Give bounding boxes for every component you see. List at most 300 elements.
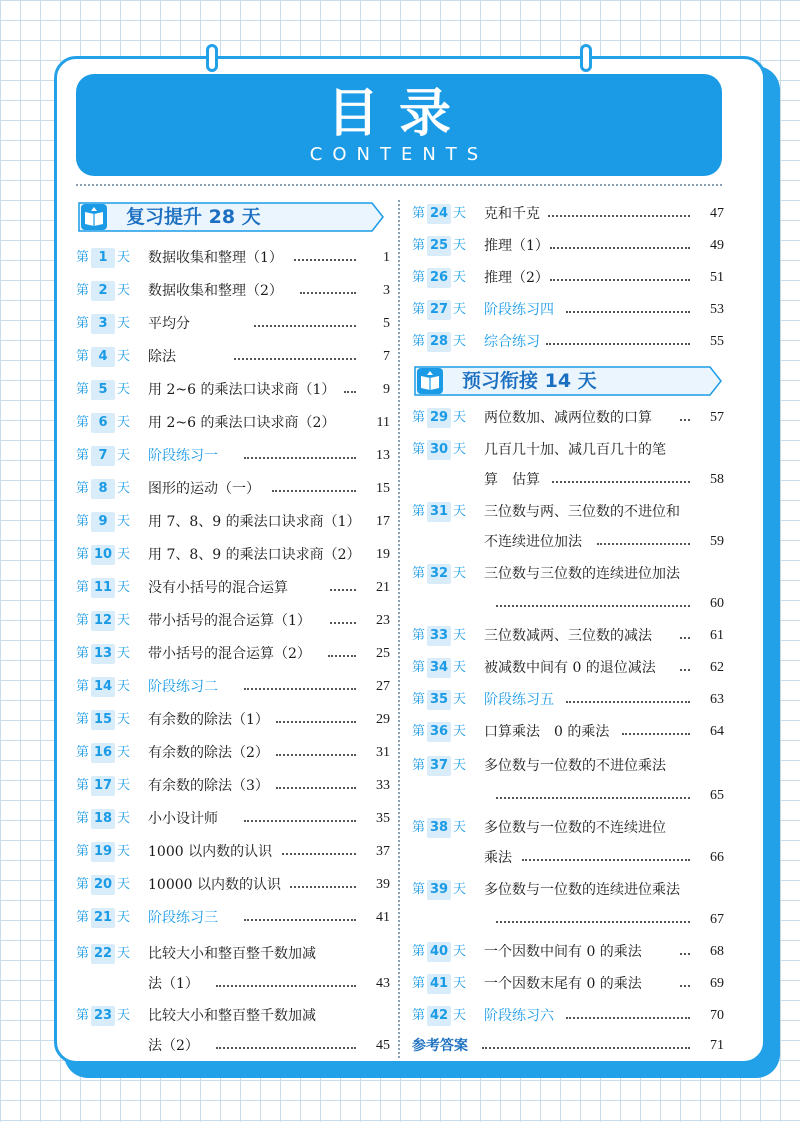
page-number: 5 — [383, 316, 390, 331]
day-label — [412, 756, 474, 776]
leader-dots — [276, 710, 356, 730]
day-label — [412, 332, 474, 352]
day-prefix: 第 — [76, 877, 90, 892]
day-number: 12 — [91, 611, 115, 631]
header-divider — [76, 184, 722, 186]
day-prefix: 第 — [76, 946, 90, 961]
section-header — [78, 202, 384, 232]
leader-dots — [328, 644, 356, 664]
day-number: 8 — [91, 479, 115, 499]
toc-entry[interactable] — [76, 743, 390, 763]
entry-title: 小小设计师 — [148, 811, 218, 827]
page-number: 43 — [376, 976, 390, 991]
day-number: 6 — [91, 413, 115, 433]
toc-entry[interactable] — [412, 818, 724, 868]
toc-entry[interactable] — [76, 677, 390, 697]
day-number: 10 — [91, 545, 115, 565]
day-number: 33 — [427, 626, 451, 646]
day-prefix: 第 — [76, 382, 90, 397]
leader-dots — [546, 332, 690, 352]
toc-entry[interactable] — [76, 776, 390, 796]
entry-title-continued: 法（1） — [148, 976, 199, 992]
page-number: 64 — [710, 724, 724, 739]
toc-entry[interactable] — [76, 710, 390, 730]
page-number: 45 — [376, 1038, 390, 1053]
day-prefix: 第 — [76, 910, 90, 925]
day-prefix: 第 — [76, 415, 90, 430]
day-prefix: 第 — [412, 504, 426, 519]
day-suffix: 天 — [453, 628, 467, 643]
day-label — [412, 502, 474, 522]
toc-entry[interactable] — [412, 564, 724, 614]
entry-title: 推理（1） — [484, 238, 549, 254]
day-label — [76, 944, 138, 964]
day-label — [412, 658, 474, 678]
entry-title: 一个因数中间有 0 的乘法 — [484, 944, 642, 960]
day-prefix: 第 — [412, 206, 426, 221]
leader-dots — [300, 281, 356, 301]
leader-dots — [566, 1006, 690, 1026]
day-label — [76, 644, 138, 664]
entry-title: 没有小括号的混合运算 — [148, 580, 288, 596]
day-suffix: 天 — [117, 946, 131, 961]
day-prefix: 第 — [76, 745, 90, 760]
day-number: 36 — [427, 722, 451, 742]
toc-entry[interactable] — [412, 942, 724, 962]
page-number: 70 — [710, 1008, 724, 1023]
leader-dots — [330, 578, 356, 598]
leader-dots — [290, 875, 356, 895]
day-label — [76, 611, 138, 631]
day-label — [76, 380, 138, 400]
toc-entry[interactable] — [412, 690, 724, 710]
entry-title: 口算乘法 0 的乘法 — [484, 724, 610, 740]
page-number: 35 — [376, 811, 390, 826]
page-number: 59 — [710, 534, 724, 549]
day-label — [412, 974, 474, 994]
page-number: 67 — [710, 912, 724, 927]
toc-entry[interactable] — [412, 408, 724, 428]
day-suffix: 天 — [117, 382, 131, 397]
day-number: 14 — [91, 677, 115, 697]
toc-entry[interactable] — [76, 545, 390, 565]
day-prefix: 第 — [412, 442, 426, 457]
day-label — [76, 347, 138, 367]
page-title: 目录 — [326, 84, 471, 144]
entry-title: 数据收集和整理（1） — [148, 250, 283, 266]
day-number: 32 — [427, 564, 451, 584]
day-suffix: 天 — [453, 238, 467, 253]
toc-entry[interactable] — [412, 756, 724, 806]
day-label — [412, 408, 474, 428]
entry-title: 两位数加、减两位数的口算 — [484, 410, 652, 426]
day-prefix: 第 — [76, 250, 90, 265]
leader-dots — [282, 842, 356, 862]
day-number: 24 — [427, 204, 451, 224]
day-number: 34 — [427, 658, 451, 678]
day-prefix: 第 — [412, 882, 426, 897]
leader-dots — [216, 974, 356, 994]
day-suffix: 天 — [453, 976, 467, 991]
day-label — [76, 1006, 138, 1026]
day-suffix: 天 — [453, 1008, 467, 1023]
entry-title: 三位数与两、三位数的不进位和 — [484, 504, 680, 520]
toc-entry[interactable] — [412, 658, 724, 678]
day-label — [412, 268, 474, 288]
leader-dots — [272, 479, 356, 499]
toc-entry[interactable] — [412, 204, 724, 224]
day-label — [76, 842, 138, 862]
day-label — [412, 300, 474, 320]
leader-dots — [680, 658, 690, 678]
page-number: 9 — [383, 382, 390, 397]
day-suffix: 天 — [117, 745, 131, 760]
day-prefix: 第 — [412, 692, 426, 707]
day-suffix: 天 — [117, 679, 131, 694]
day-suffix: 天 — [117, 283, 131, 298]
leader-dots — [244, 677, 356, 697]
entry-title: 阶段练习三 — [148, 910, 218, 926]
toc-entry[interactable] — [412, 300, 724, 320]
entry-title: 用 7、8、9 的乘法口诀求商（2） — [148, 547, 361, 563]
day-label — [76, 677, 138, 697]
day-suffix: 天 — [117, 316, 131, 331]
leader-dots — [566, 690, 690, 710]
day-label — [412, 818, 474, 838]
day-number: 38 — [427, 818, 451, 838]
day-prefix: 第 — [412, 976, 426, 991]
leader-dots — [254, 314, 356, 334]
entry-title: 用 2~6 的乘法口诀求商（2） — [148, 415, 336, 431]
entry-title: 用 7、8、9 的乘法口诀求商（1） — [148, 514, 361, 530]
toc-entry[interactable] — [76, 908, 390, 928]
leader-dots — [276, 743, 356, 763]
toc-entry[interactable] — [76, 875, 390, 895]
toc-entry[interactable] — [76, 314, 390, 334]
entry-title: 阶段练习二 — [148, 679, 218, 695]
toc-entry[interactable] — [76, 809, 390, 829]
day-number: 19 — [91, 842, 115, 862]
toc-entry[interactable] — [412, 332, 724, 352]
day-suffix: 天 — [117, 877, 131, 892]
day-suffix: 天 — [453, 882, 467, 897]
entry-title: 带小括号的混合运算（2） — [148, 646, 311, 662]
day-number: 30 — [427, 440, 451, 460]
page-number: 61 — [710, 628, 724, 643]
day-prefix: 第 — [76, 448, 90, 463]
page-number: 11 — [376, 415, 390, 430]
entry-title: 克和千克 — [484, 206, 540, 222]
page-number: 23 — [376, 613, 390, 628]
page-number: 37 — [376, 844, 390, 859]
leader-dots — [244, 908, 356, 928]
day-label — [76, 908, 138, 928]
day-suffix: 天 — [453, 566, 467, 581]
day-prefix: 第 — [76, 679, 90, 694]
page-number: 49 — [710, 238, 724, 253]
day-label — [76, 578, 138, 598]
page-number: 53 — [710, 302, 724, 317]
toc-entry[interactable] — [412, 1006, 724, 1026]
entry-title: 三位数减两、三位数的减法 — [484, 628, 652, 644]
entry-title: 阶段练习五 — [484, 692, 554, 708]
day-prefix: 第 — [76, 547, 90, 562]
day-suffix: 天 — [117, 349, 131, 364]
day-number: 25 — [427, 236, 451, 256]
day-prefix: 第 — [76, 712, 90, 727]
page-number: 62 — [710, 660, 724, 675]
day-prefix: 第 — [412, 566, 426, 581]
day-number: 2 — [91, 281, 115, 301]
toc-entry[interactable] — [76, 1006, 390, 1056]
toc-entry[interactable] — [76, 380, 390, 400]
day-suffix: 天 — [117, 547, 131, 562]
entry-title: 多位数与一位数的不连续进位 — [484, 820, 666, 836]
page-number: 17 — [376, 514, 390, 529]
day-number: 7 — [91, 446, 115, 466]
toc-entry[interactable] — [76, 512, 390, 532]
entry-title-continued: 乘法 — [484, 850, 512, 866]
page-number: 57 — [710, 410, 724, 425]
day-prefix: 第 — [76, 481, 90, 496]
day-suffix: 天 — [117, 448, 131, 463]
entry-title: 比较大小和整百整千数加减 — [148, 946, 316, 962]
day-prefix: 第 — [412, 238, 426, 253]
entry-title: 阶段练习六 — [484, 1008, 554, 1024]
entry-title: 几百几十加、减几百几十的笔 — [484, 442, 666, 458]
day-label — [412, 440, 474, 460]
leader-dots — [522, 848, 690, 868]
page-number: 60 — [710, 596, 724, 611]
entry-title-continued: 算 估算 — [484, 472, 540, 488]
day-prefix: 第 — [76, 316, 90, 331]
toc-entry[interactable] — [76, 644, 390, 664]
page-number: 47 — [710, 206, 724, 221]
day-prefix: 第 — [76, 811, 90, 826]
day-prefix: 第 — [76, 778, 90, 793]
day-label — [76, 413, 138, 433]
toc-entry[interactable] — [76, 578, 390, 598]
day-prefix: 第 — [76, 1008, 90, 1023]
entry-title: 用 2~6 的乘法口诀求商（1） — [148, 382, 336, 398]
day-suffix: 天 — [453, 410, 467, 425]
entry-title-continued: 不连续进位加法 — [484, 534, 582, 550]
toc-entry[interactable] — [76, 281, 390, 301]
entry-title: 除法 — [148, 349, 176, 365]
leader-dots — [680, 626, 690, 646]
toc-entry[interactable] — [76, 347, 390, 367]
leader-dots — [550, 236, 690, 256]
day-number: 22 — [91, 944, 115, 964]
leader-dots — [344, 380, 356, 400]
day-suffix: 天 — [453, 692, 467, 707]
leader-dots — [680, 942, 690, 962]
day-number: 5 — [91, 380, 115, 400]
leader-dots — [244, 809, 356, 829]
day-suffix: 天 — [117, 580, 131, 595]
page-number: 66 — [710, 850, 724, 865]
entry-title: 三位数与三位数的连续进位加法 — [484, 566, 680, 582]
day-suffix: 天 — [117, 910, 131, 925]
day-number: 23 — [91, 1006, 115, 1026]
day-number: 21 — [91, 908, 115, 928]
page-number: 21 — [376, 580, 390, 595]
page-number: 27 — [376, 679, 390, 694]
page-number: 15 — [376, 481, 390, 496]
toc-entry[interactable] — [76, 842, 390, 862]
entry-title: 有余数的除法（3） — [148, 778, 269, 794]
day-prefix: 第 — [76, 844, 90, 859]
day-suffix: 天 — [117, 712, 131, 727]
day-label — [412, 564, 474, 584]
entry-title: 数据收集和整理（2） — [148, 283, 283, 299]
day-prefix: 第 — [412, 1008, 426, 1023]
reference-title: 参考答案 — [412, 1038, 468, 1054]
day-suffix: 天 — [453, 442, 467, 457]
day-number: 39 — [427, 880, 451, 900]
day-label — [76, 875, 138, 895]
book-icon — [80, 203, 108, 231]
day-number: 18 — [91, 809, 115, 829]
day-label — [76, 314, 138, 334]
day-number: 17 — [91, 776, 115, 796]
day-suffix: 天 — [453, 270, 467, 285]
page-number: 13 — [376, 448, 390, 463]
toc-entry[interactable] — [76, 446, 390, 466]
day-label — [412, 236, 474, 256]
day-prefix: 第 — [412, 820, 426, 835]
day-label — [412, 690, 474, 710]
entry-title: 多位数与一位数的连续进位乘法 — [484, 882, 680, 898]
entry-title: 图形的运动（一） — [148, 481, 260, 497]
toc-entry[interactable] — [412, 268, 724, 288]
day-label — [412, 880, 474, 900]
page-number: 7 — [383, 349, 390, 364]
day-prefix: 第 — [412, 410, 426, 425]
day-number: 16 — [91, 743, 115, 763]
day-suffix: 天 — [453, 334, 467, 349]
leader-dots — [566, 300, 690, 320]
day-suffix: 天 — [117, 415, 131, 430]
day-prefix: 第 — [76, 349, 90, 364]
toc-entry[interactable] — [76, 248, 390, 268]
day-prefix: 第 — [412, 270, 426, 285]
entry-title: 带小括号的混合运算（1） — [148, 613, 311, 629]
day-suffix: 天 — [453, 758, 467, 773]
day-number: 41 — [427, 974, 451, 994]
day-number: 40 — [427, 942, 451, 962]
entry-title: 1000 以内数的认识 — [148, 844, 273, 860]
leader-dots — [550, 268, 690, 288]
day-label — [76, 776, 138, 796]
day-suffix: 天 — [453, 724, 467, 739]
day-number: 27 — [427, 300, 451, 320]
entry-title: 被减数中间有 0 的退位减法 — [484, 660, 656, 676]
binder-ring-left — [206, 44, 218, 72]
day-suffix: 天 — [117, 811, 131, 826]
toc-entry[interactable] — [412, 722, 724, 742]
day-label — [76, 248, 138, 268]
page-subtitle: CONTENTS — [309, 144, 489, 165]
entry-title: 综合练习 — [484, 334, 540, 350]
toc-entry[interactable] — [76, 944, 390, 994]
leader-dots — [330, 611, 356, 631]
reference-entry[interactable] — [412, 1036, 724, 1056]
day-suffix: 天 — [453, 504, 467, 519]
entry-title-continued: 法（2） — [148, 1038, 199, 1054]
leader-dots — [496, 786, 690, 806]
day-number: 3 — [91, 314, 115, 334]
day-label — [76, 281, 138, 301]
toc-entry[interactable] — [76, 479, 390, 499]
day-number: 35 — [427, 690, 451, 710]
leader-dots — [234, 347, 356, 367]
page-number: 71 — [710, 1038, 724, 1053]
day-suffix: 天 — [117, 514, 131, 529]
day-suffix: 天 — [117, 844, 131, 859]
page-number: 55 — [710, 334, 724, 349]
day-label — [76, 545, 138, 565]
day-label — [76, 710, 138, 730]
day-suffix: 天 — [453, 660, 467, 675]
page-number: 25 — [376, 646, 390, 661]
day-label — [412, 1006, 474, 1026]
day-label — [76, 479, 138, 499]
day-label — [76, 512, 138, 532]
page-number: 63 — [710, 692, 724, 707]
leader-dots — [548, 204, 690, 224]
day-label — [76, 446, 138, 466]
toc-entry[interactable] — [412, 440, 724, 490]
page-number: 19 — [376, 547, 390, 562]
day-label — [412, 722, 474, 742]
leader-dots — [552, 470, 690, 490]
day-number: 20 — [91, 875, 115, 895]
entry-title: 有余数的除法（1） — [148, 712, 269, 728]
toc-entry[interactable] — [412, 236, 724, 256]
day-prefix: 第 — [76, 514, 90, 529]
day-number: 13 — [91, 644, 115, 664]
toc-entry[interactable] — [412, 880, 724, 930]
toc-entry[interactable] — [412, 502, 724, 552]
day-label — [412, 204, 474, 224]
day-number: 28 — [427, 332, 451, 352]
day-prefix: 第 — [76, 580, 90, 595]
toc-entry[interactable] — [412, 974, 724, 994]
page-number: 58 — [710, 472, 724, 487]
entry-title: 阶段练习四 — [484, 302, 554, 318]
leader-dots — [294, 248, 356, 268]
day-label — [412, 942, 474, 962]
day-prefix: 第 — [412, 660, 426, 675]
toc-entry[interactable] — [76, 611, 390, 631]
section-title: 复习提升 28 天 — [126, 206, 261, 228]
day-number: 42 — [427, 1006, 451, 1026]
page-number: 39 — [376, 877, 390, 892]
page-number: 69 — [710, 976, 724, 991]
day-suffix: 天 — [453, 944, 467, 959]
day-suffix: 天 — [453, 820, 467, 835]
toc-entry[interactable] — [412, 626, 724, 646]
leader-dots — [680, 974, 690, 994]
binder-ring-right — [580, 44, 592, 72]
day-number: 15 — [91, 710, 115, 730]
day-number: 26 — [427, 268, 451, 288]
day-suffix: 天 — [117, 613, 131, 628]
page-number: 1 — [383, 250, 390, 265]
leader-dots — [276, 776, 356, 796]
toc-entry[interactable] — [76, 413, 390, 433]
